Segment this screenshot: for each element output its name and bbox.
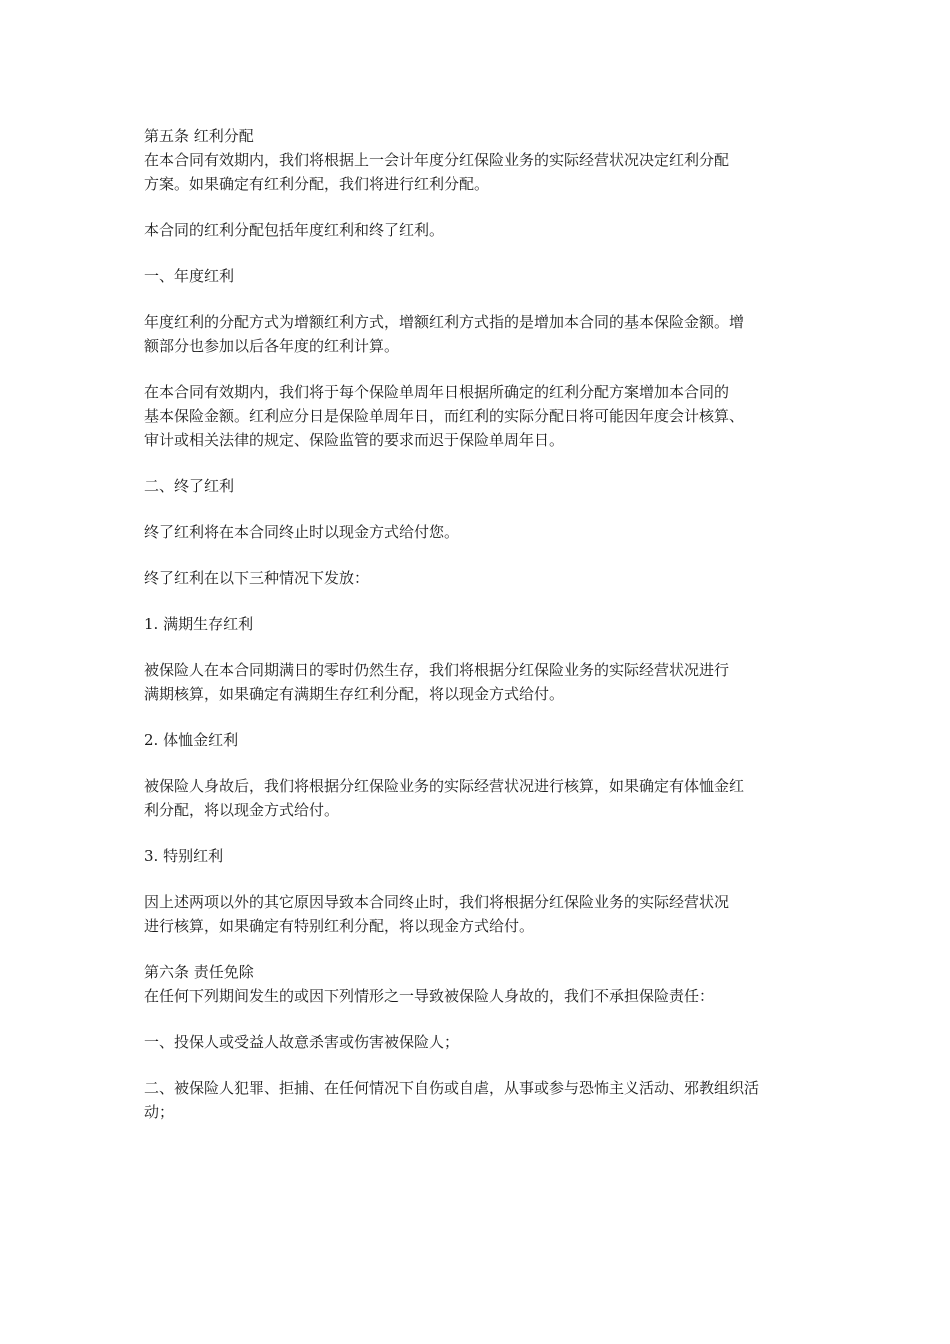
compassion-dividend-title: 2. 体恤金红利 [144, 731, 239, 749]
terminal-dividend-p1: 终了红利将在本合同终止时以现金方式给付您。 [144, 523, 460, 541]
annual-dividend-p2-line-1: 在本合同有效期内，我们将于每个保险单周年日根据所确定的红利分配方案增加本合同的 [144, 383, 730, 401]
exclusion-item-2-line-1: 二、被保险人犯罪、拒捕、在任何情况下自伤或自虐，从事或参与恐怖主义活动、邪教组织活 [144, 1079, 760, 1097]
annual-dividend-p2-line-3: 审计或相关法律的规定、保险监管的要求而迟于保险单周年日。 [144, 431, 565, 449]
annual-dividend-p1-line-2: 额部分也参加以后各年度的红利计算。 [144, 337, 400, 355]
article-5-title: 第五条 红利分配 [144, 127, 254, 145]
annual-dividend-p1-line-1: 年度红利的分配方式为增额红利方式，增额红利方式指的是增加本合同的基本保险金额。增 [144, 313, 745, 331]
exclusion-item-2-line-2: 动； [144, 1103, 175, 1121]
compassion-dividend-text-line-1: 被保险人身故后，我们将根据分红保险业务的实际经营状况进行核算，如果确定有体恤金红 [144, 777, 745, 795]
compassion-dividend-text-line-2: 利分配，将以现金方式给付。 [144, 801, 340, 819]
article-5-intro-line-2: 方案。如果确定有红利分配，我们将进行红利分配。 [144, 175, 490, 193]
maturity-dividend-text-line-2: 满期核算，如果确定有满期生存红利分配，将以现金方式给付。 [144, 685, 565, 703]
terminal-dividend-heading: 二、终了红利 [144, 477, 235, 495]
article-6-title: 第六条 责任免除 [144, 963, 254, 981]
exclusion-item-1: 一、投保人或受益人故意杀害或伤害被保险人； [144, 1033, 460, 1051]
document-page [144, 124, 810, 1124]
special-dividend-text-line-1: 因上述两项以外的其它原因导致本合同终止时，我们将根据分红保险业务的实际经营状况 [144, 893, 730, 911]
special-dividend-title: 3. 特别红利 [144, 847, 224, 865]
special-dividend-text-line-2: 进行核算，如果确定有特别红利分配，将以现金方式给付。 [144, 917, 535, 935]
article-5-intro-line-1: 在本合同有效期内，我们将根据上一会计年度分红保险业务的实际经营状况决定红利分配 [144, 151, 730, 169]
maturity-dividend-title: 1. 满期生存红利 [144, 615, 254, 633]
annual-dividend-p2-line-2: 基本保险金额。红利应分日是保险单周年日，而红利的实际分配日将可能因年度会计核算、 [144, 407, 745, 425]
annual-dividend-heading: 一、年度红利 [144, 267, 235, 285]
article-6-intro: 在任何下列期间发生的或因下列情形之一导致被保险人身故的，我们不承担保险责任： [144, 987, 715, 1005]
dividend-composition: 本合同的红利分配包括年度红利和终了红利。 [144, 221, 445, 239]
maturity-dividend-text-line-1: 被保险人在本合同期满日的零时仍然生存，我们将根据分红保险业务的实际经营状况进行 [144, 661, 730, 679]
terminal-dividend-p2: 终了红利在以下三种情况下发放： [144, 569, 370, 587]
